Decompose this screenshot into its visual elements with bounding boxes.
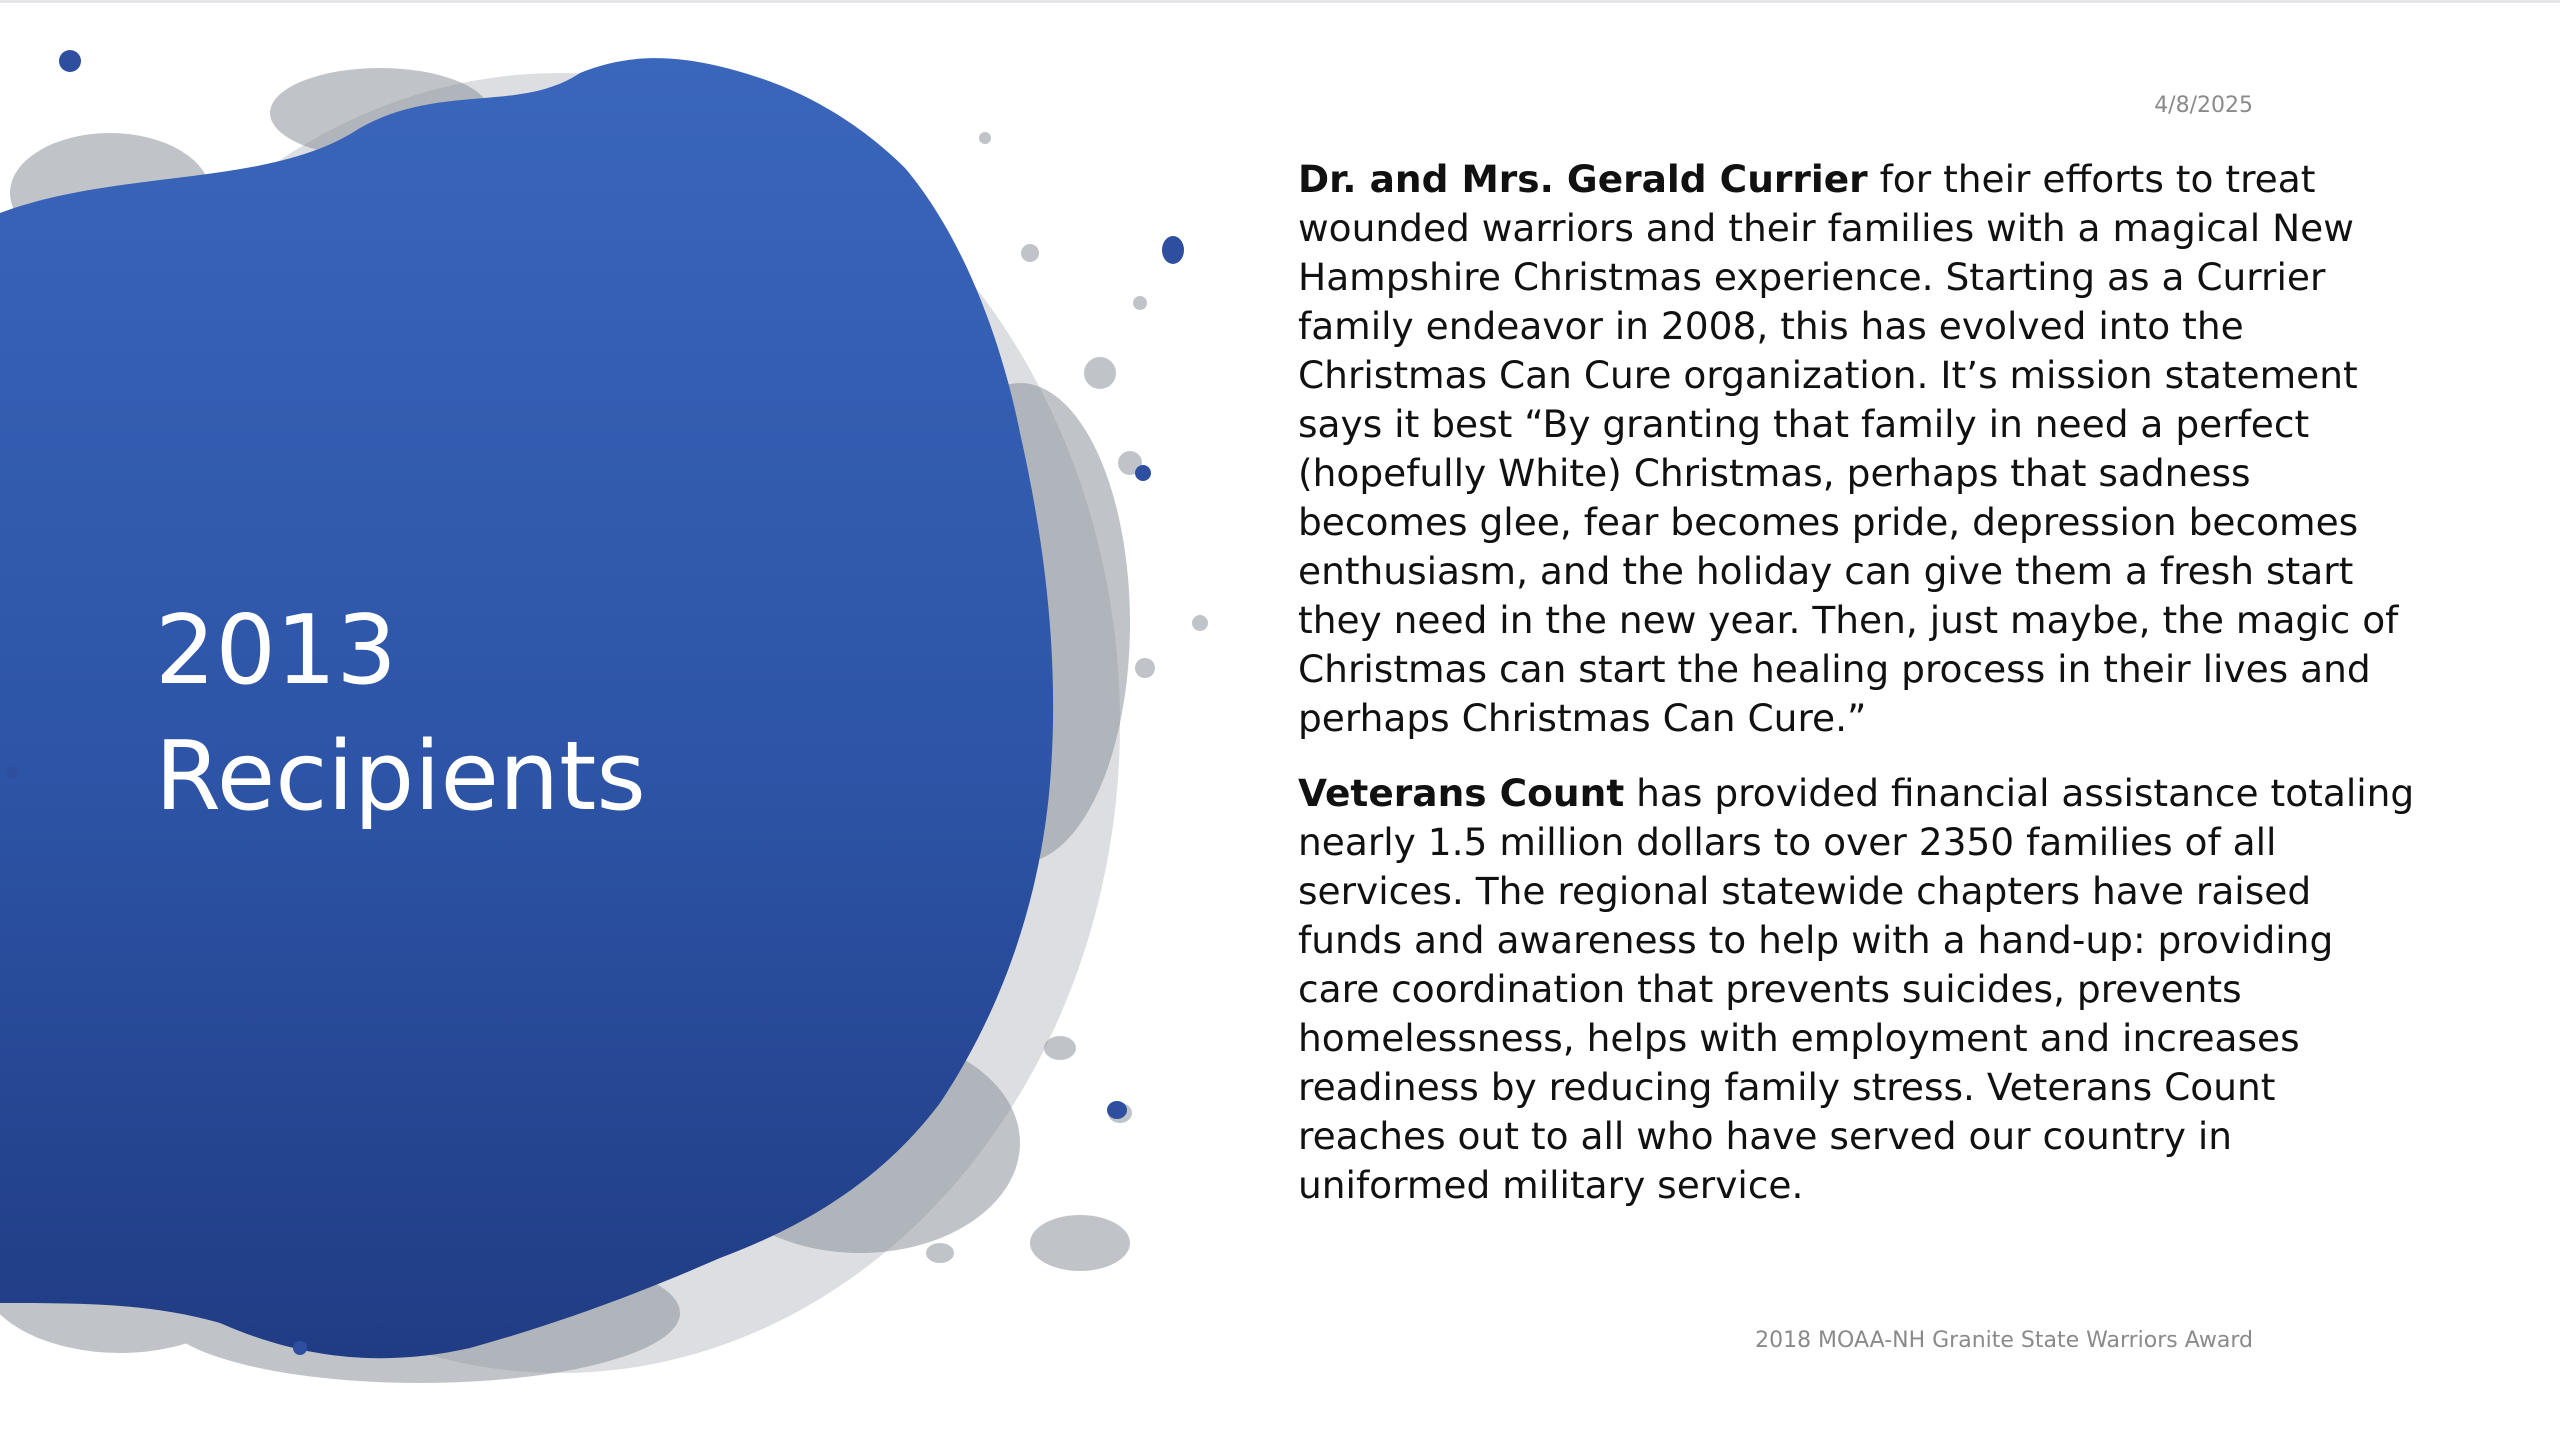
text-line: funds and awareness to help with a hand-up: providing bbox=[1298, 918, 2334, 962]
slide-footer: 2018 MOAA-NH Granite State Warriors Award bbox=[1755, 1328, 2253, 1353]
text-line: Dr. and Mrs. Gerald Currier for their efforts to treat bbox=[1298, 157, 2316, 201]
text-line: Christmas Can Cure organization. It’s mission statement bbox=[1298, 353, 2358, 397]
text-line: wounded warriors and their families with a magical New bbox=[1298, 206, 2354, 250]
text-line: care coordination that prevents suicides, prevents bbox=[1298, 967, 2242, 1011]
text-line: uniformed military service. bbox=[1298, 1163, 1804, 1207]
slide-body-text bbox=[1298, 155, 2415, 1236]
text-line: homelessness, helps with employment and increases bbox=[1298, 1016, 2300, 1060]
paragraph-veterans-count bbox=[1298, 769, 2415, 1210]
text-line: Christmas can start the healing process in their lives and bbox=[1298, 647, 2371, 691]
text-line: reaches out to all who have served our country in bbox=[1298, 1114, 2233, 1158]
text-line: (hopefully White) Christmas, perhaps that sadness bbox=[1298, 451, 2251, 495]
text-line: Veterans Count has provided financial assistance totaling bbox=[1298, 771, 2415, 815]
text-line: says it best “By granting that family in need a perfect bbox=[1298, 402, 2310, 446]
text-line: readiness by reducing family stress. Veterans Count bbox=[1298, 1065, 2276, 1109]
text-line: services. The regional statewide chapters have raised bbox=[1298, 869, 2312, 913]
text-line: nearly 1.5 million dollars to over 2350 families of all bbox=[1298, 820, 2277, 864]
text-line: becomes glee, fear becomes pride, depression becomes bbox=[1298, 500, 2359, 544]
text-line: family endeavor in 2008, this has evolved into the bbox=[1298, 304, 2244, 348]
recipient-name-veterans-count: Veterans Count bbox=[1298, 771, 1625, 815]
paragraph-currier bbox=[1298, 155, 2408, 743]
recipient-name-currier: Dr. and Mrs. Gerald Currier bbox=[1298, 157, 1868, 201]
slide-date: 4/8/2025 bbox=[2154, 93, 2253, 118]
text-line: enthusiasm, and the holiday can give them a fresh start bbox=[1298, 549, 2354, 593]
text-line: perhaps Christmas Can Cure.” bbox=[1298, 696, 1867, 740]
slide-title-line-1: 2013 bbox=[155, 596, 397, 706]
slide-title-line-2: Recipients bbox=[155, 722, 646, 832]
text-line: they need in the new year. Then, just maybe, the magic of bbox=[1298, 598, 2399, 642]
text-line: Hampshire Christmas experience. Starting as a Currier bbox=[1298, 255, 2326, 299]
slide-title bbox=[155, 588, 855, 840]
